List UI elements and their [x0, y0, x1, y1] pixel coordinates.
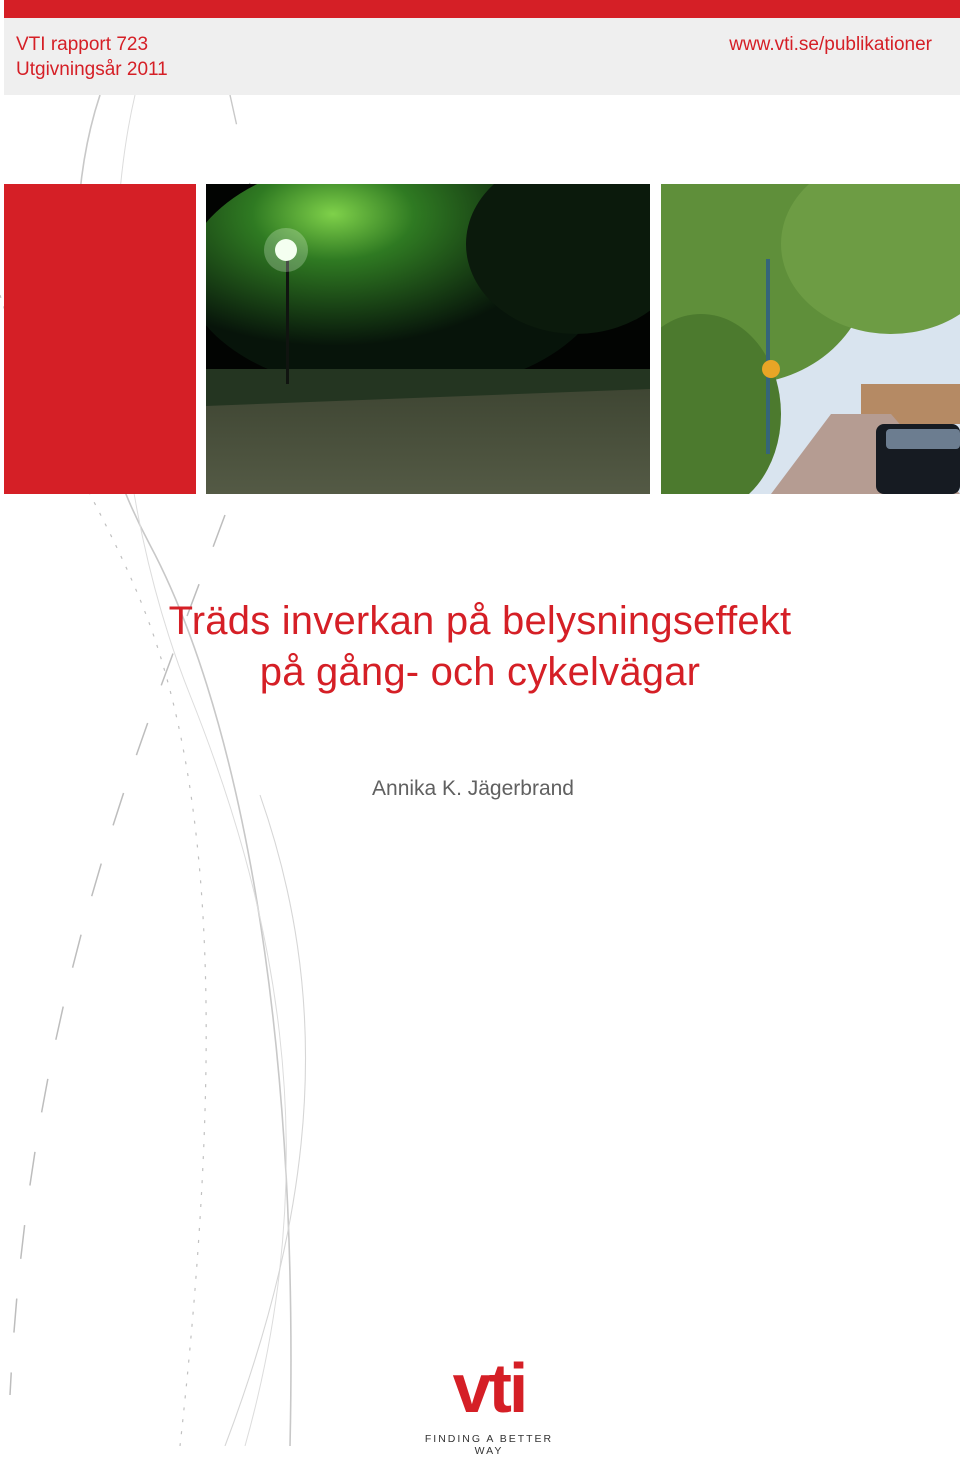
report-title-line-1: Träds inverkan på belysningseffekt — [168, 599, 792, 643]
daytime-path-photo — [661, 184, 960, 494]
report-number: VTI rapport 723 — [16, 34, 149, 55]
vti-logo — [414, 1349, 564, 1442]
top-red-stripe — [4, 0, 960, 18]
website-link[interactable]: www.vti.se/publikationer — [729, 34, 932, 55]
report-title-line-2: på gång- och cykelvägar — [259, 650, 701, 694]
author-name: Annika K. Jägerbrand — [372, 777, 574, 800]
logo-tagline: FINDING A BETTER WAY — [424, 1433, 554, 1457]
red-accent-block — [4, 184, 196, 494]
report-header — [4, 18, 960, 95]
publication-year: Utgivningsår 2011 — [16, 59, 168, 80]
vti-logo-wordmark: vti — [452, 1349, 526, 1427]
night-park-photo — [206, 184, 650, 494]
